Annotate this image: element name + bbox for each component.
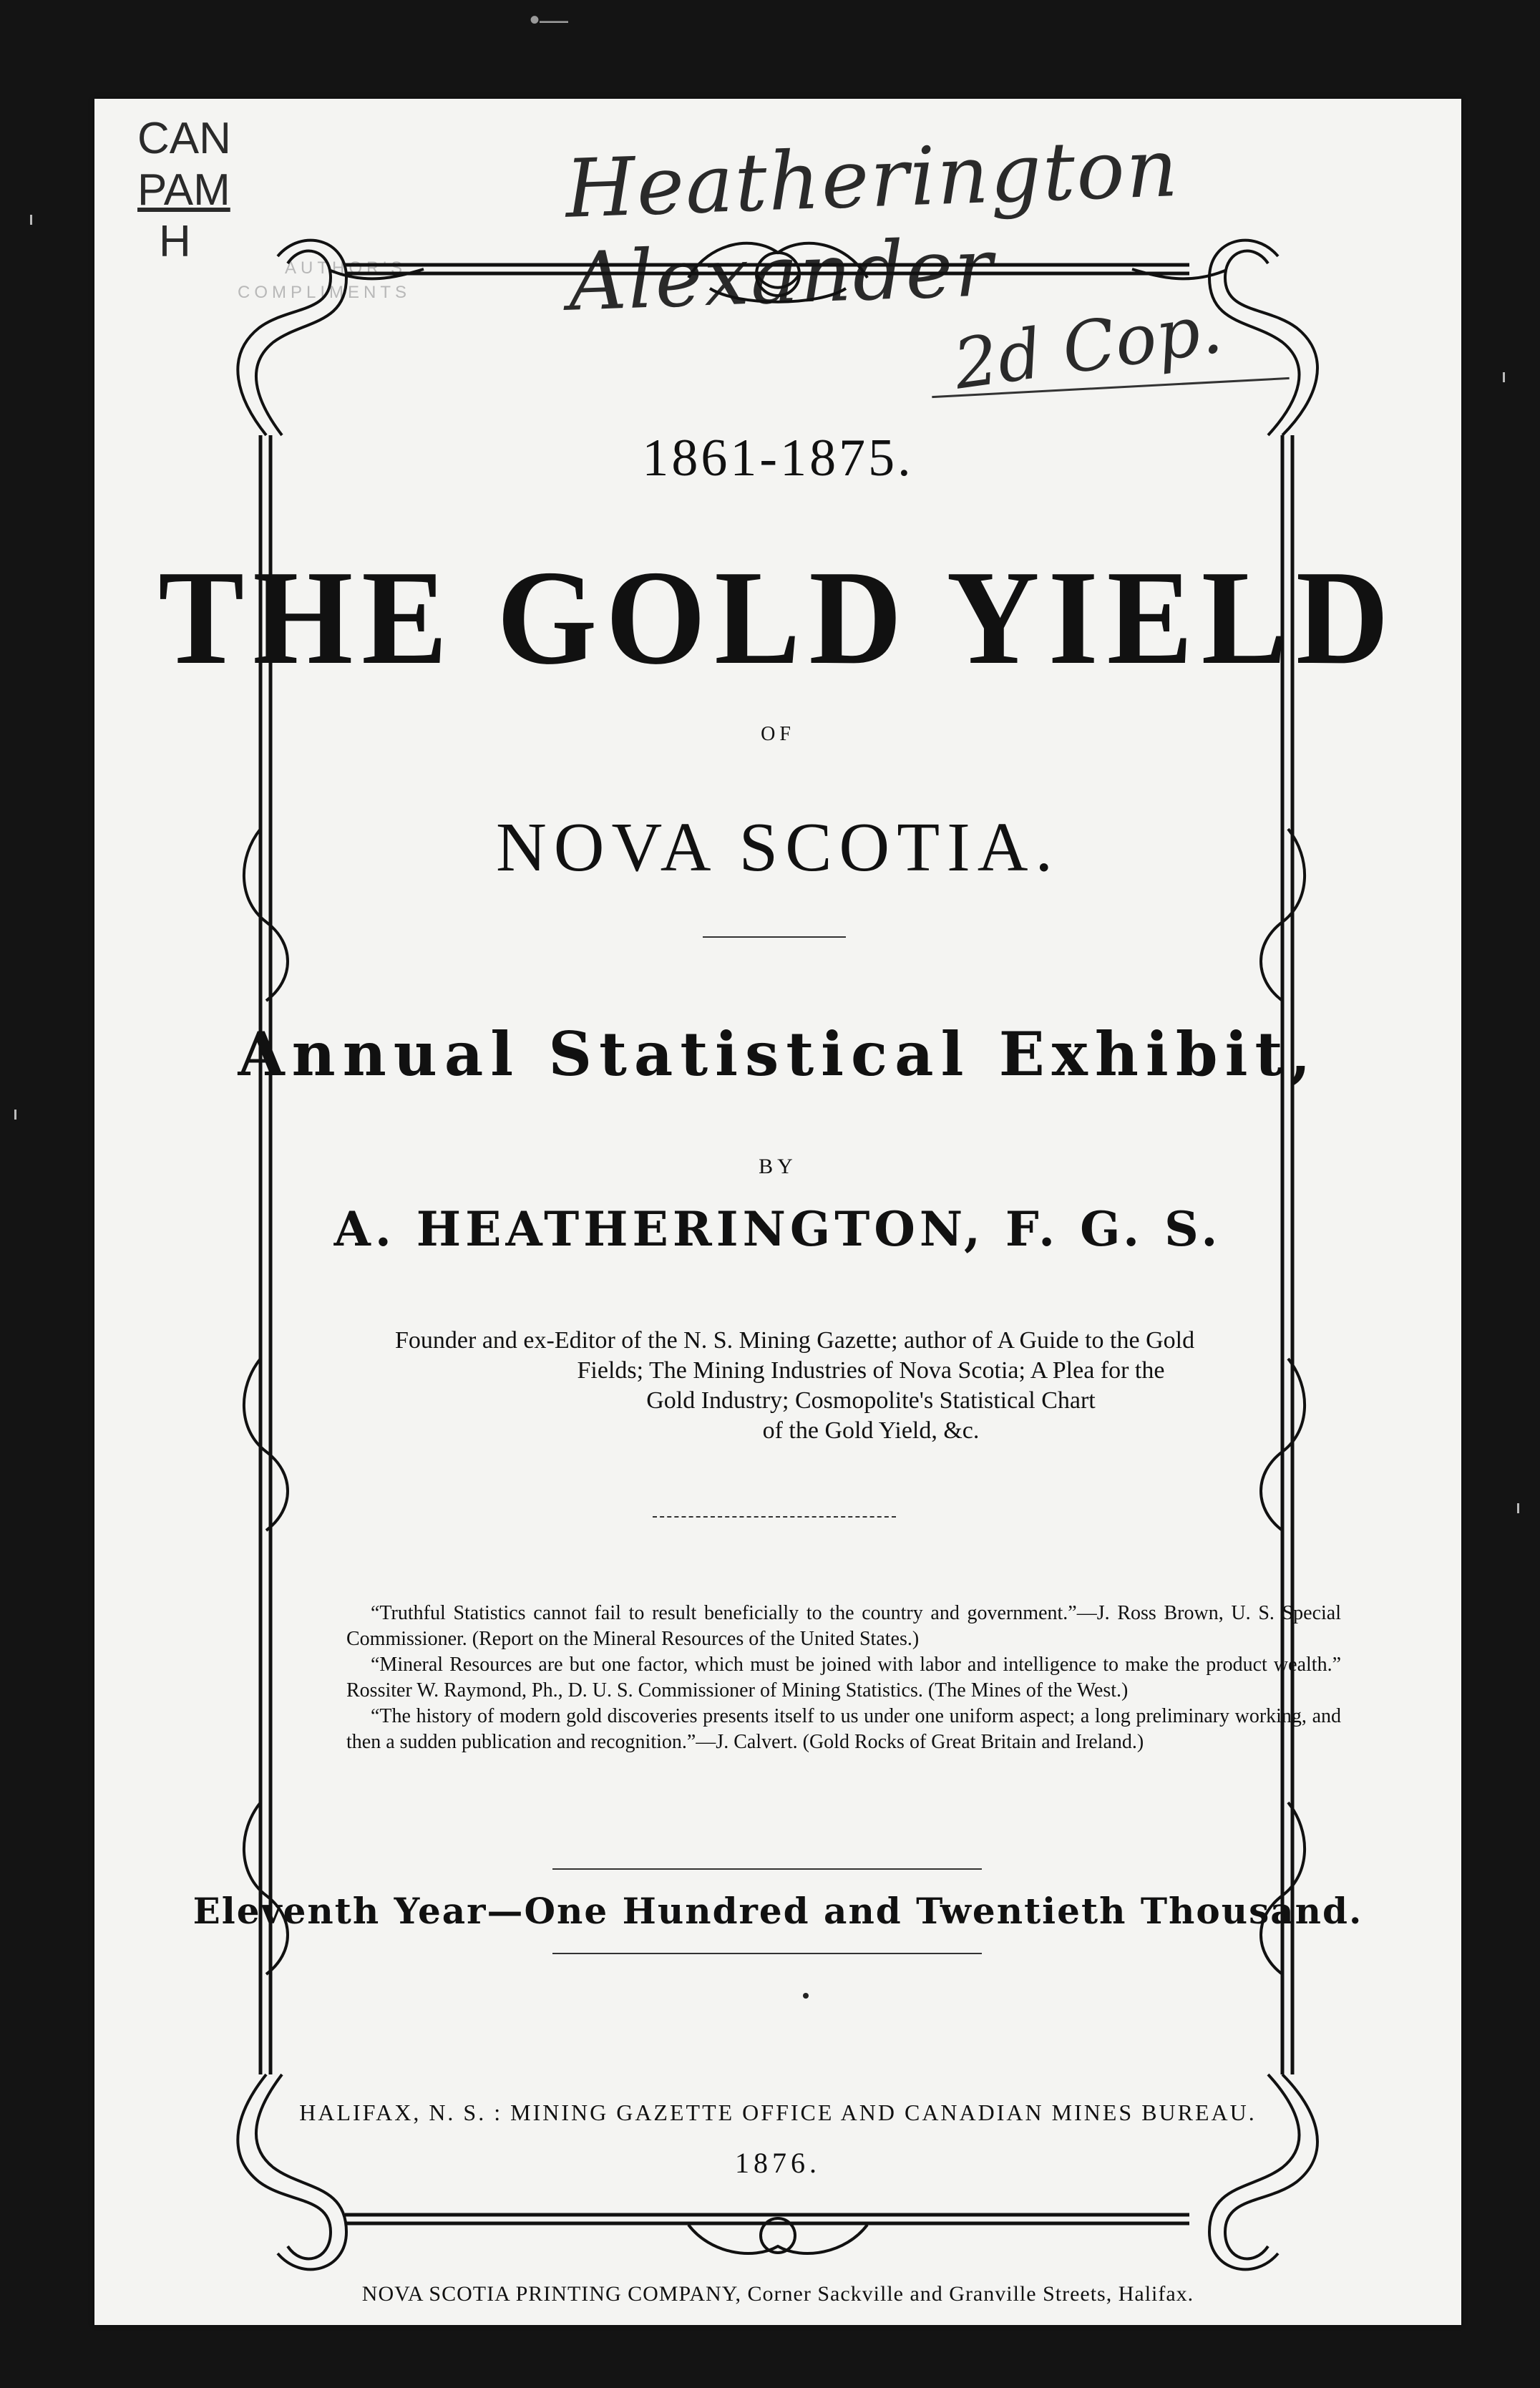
- divider: [552, 1868, 982, 1870]
- quote: “The history of modern gold discoveries presents itself to us under one uniform aspect; a long preliminary working, and then a sudden publication and recognition.”—J. Calvert. (Gold Rocks of Great Britain and Ireland.): [346, 1705, 1341, 1753]
- credentials-line: Gold Industry; Cosmopolite's Statistical Chart: [646, 1387, 1096, 1414]
- stamp-line: COMPLIMENTS: [238, 283, 411, 302]
- imprint-year: 1876.: [735, 2147, 821, 2179]
- region-title: NOVA SCOTIA.: [496, 809, 1060, 886]
- catalog-code-line: H: [159, 217, 191, 266]
- divider: [703, 936, 846, 938]
- stamp-line: AUTHOR'S: [285, 258, 406, 278]
- divider: [552, 1953, 982, 1954]
- catalog-code-line: PAM: [137, 165, 230, 215]
- title-page: [94, 99, 1461, 2325]
- subtitle: Annual Statistical Exhibit,: [238, 1019, 1318, 1089]
- quote: “Mineral Resources are but one factor, which must be joined with labor and intelligence to make the product wealth.” Rossiter W. Raymond, Ph., D. U. S. Commissioner of Mining Statistics. (The Mines of the West.): [346, 1654, 1341, 1702]
- author-name: A. HEATHERINGTON, F. G. S.: [333, 1201, 1222, 1257]
- years: 1861-1875.: [642, 429, 914, 487]
- scan-speck: [14, 1110, 16, 1120]
- credentials-line: Fields; The Mining Industries of Nova Scotia; A Plea for the: [577, 1357, 1165, 1384]
- imprint: HALIFAX, N. S. : MINING GAZETTE OFFICE AND CANADIAN MINES BUREAU.: [299, 2100, 1257, 2125]
- epigraph-quotes: [346, 1601, 1341, 1755]
- edition-line: Eleventh Year—One Hundred and Twentieth Thousand.: [192, 1890, 1363, 1932]
- handwritten-author-name: Heatherington Alexander: [563, 121, 1181, 329]
- of-label: OF: [761, 723, 795, 745]
- ornament-dot: [803, 1993, 809, 1999]
- scan-mark: •—: [530, 4, 569, 36]
- printer-line: NOVA SCOTIA PRINTING COMPANY, Corner Sackville and Granville Streets, Halifax.: [361, 2282, 1194, 2306]
- by-label: BY: [759, 1155, 797, 1178]
- catalog-code-line: CAN: [137, 114, 231, 163]
- scan-speck: [1503, 372, 1505, 382]
- main-title: THE GOLD YIELD: [158, 543, 1398, 692]
- handwritten-copy-note: 2d Cop.: [949, 288, 1227, 405]
- divider: [653, 1516, 896, 1518]
- quote: “Truthful Statistics cannot fail to result beneficially to the country and government.”—J. Ross Brown, U. S. Special Commissioner. (Report on the Mineral Resources of the United States.): [346, 1602, 1341, 1650]
- author-credentials: [395, 1326, 1347, 1446]
- scan-speck: [30, 215, 32, 225]
- scan-speck: [1517, 1503, 1519, 1513]
- credentials-line: Founder and ex-Editor of the N. S. Mining Gazette; author of A Guide to the Gold: [395, 1327, 1195, 1354]
- credentials-line: of the Gold Yield, &c.: [762, 1417, 980, 1444]
